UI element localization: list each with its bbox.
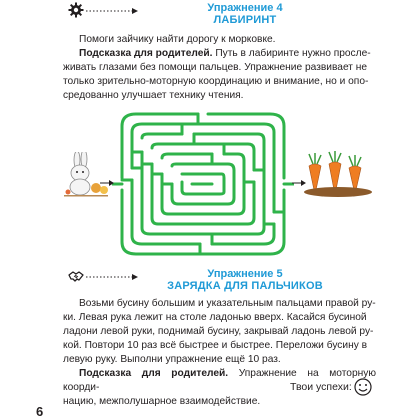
exercise-5-name: ЗАРЯДКА ДЛЯ ПАЛЬЧИКОВ [167,280,323,292]
success-label: Твои успехи: [290,381,352,393]
exercise-4-instruction: Помоги зайчику найти дорогу к морковке. [79,34,276,45]
exercise-4-hint-text-1: Путь в лабиринте нужно просле- [215,48,371,59]
exercise-4-hint-line-2: живать глазами без помощи пальцев. Упражнение развивает не [63,62,368,73]
exercise-4-hint-label: Подсказка для родителей. [79,48,213,59]
handshake-icon [68,268,84,284]
exercise-4-hint-line-3: только зрительно-моторную координацию и внимание, но и опо- [63,76,369,87]
exercise-4-hint-line-4: средованно улучшает технику чтения. [63,90,244,101]
exercise-5-hint-label: Подсказка для родителей. [79,368,229,379]
exercise-5-body-line-5: левую руку. Выполни упражнение ещё 10 раз. [63,354,281,365]
exercise-5-body-line-4: кой. Повтори 10 раз всё быстрее и быстрее. Переложи бусину в [63,340,368,351]
dotted-arrow-icon [86,274,138,280]
dotted-arrow-icon [86,8,138,14]
exercise-5-body-line-2: ки. Левая рука лежит на столе ладонью вверх. Касайся бусиной [63,312,367,323]
exercise-5-number: Упражнение 5 [207,268,283,280]
exercise-5-body-line-1: Возьми бусину большим и указательным пальцами правой ру- [79,298,376,309]
exercise-5-body-line-3: ладони левой руки, поднимай бусину, закрывай ладонь левой ру- [63,326,374,337]
exercise-4-hint-line-1 [63,47,376,61]
exercise-4-name: ЛАБИРИНТ [213,14,277,26]
page-number: 6 [36,404,44,419]
maze-entry-arrow-icon [100,179,114,187]
exercise-4-title [140,2,350,26]
exercise-4-text [63,33,376,103]
carrots-illustration [303,150,373,198]
exercise-4-number: Упражнение 4 [207,2,283,14]
gear-icon [68,2,84,18]
exercise-5-hint-text-1: Упражнение на моторную коорди- [63,368,376,393]
maze[interactable] [112,108,294,260]
bunny-illustration [60,152,112,198]
exercise-5-title [140,268,350,292]
smiley-icon[interactable] [354,378,372,396]
exercise-5-hint-line-2: нацию, межполушарное взаимодействие. [63,396,261,407]
